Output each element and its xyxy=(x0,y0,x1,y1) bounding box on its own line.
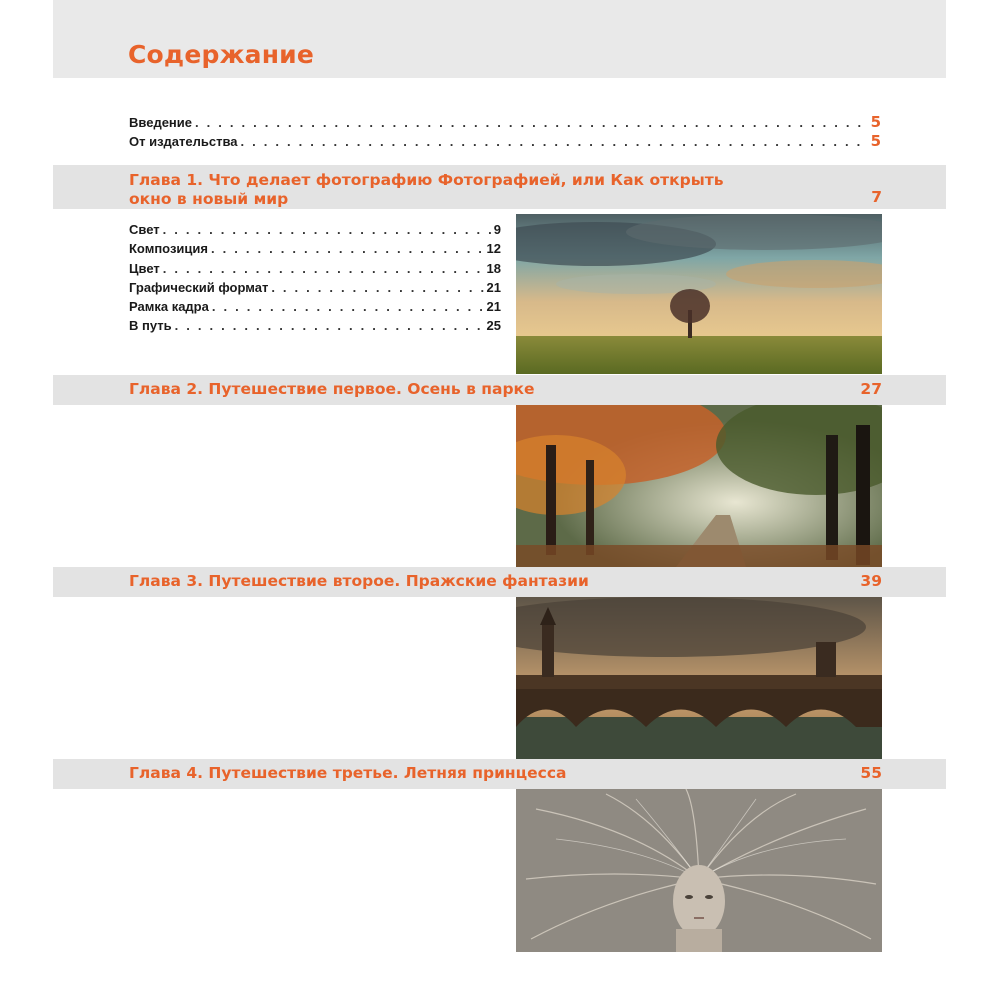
leader-dots xyxy=(175,318,484,333)
toc-entry-page: 5 xyxy=(870,113,881,131)
chapter-1-photo-tree xyxy=(516,214,882,374)
leader-dots xyxy=(212,299,484,314)
toc-section-label: Свет xyxy=(129,222,160,237)
toc-section-color[interactable] xyxy=(129,261,501,276)
toc-entry-publisher[interactable] xyxy=(129,132,881,150)
leader-dots xyxy=(241,134,868,149)
toc-entry-intro[interactable] xyxy=(129,113,881,131)
toc-section-label: Цвет xyxy=(129,261,160,276)
toc-section-composition[interactable] xyxy=(129,241,501,256)
leader-dots xyxy=(195,115,868,130)
toc-section-label: Композиция xyxy=(129,241,208,256)
chapter-4-title: Глава 4. Путешествие третье. Летняя принцесса xyxy=(129,764,567,782)
toc-section-page: 9 xyxy=(493,222,501,237)
toc-section-page: 21 xyxy=(486,299,501,314)
toc-section-light[interactable] xyxy=(129,222,501,237)
page-title: Содержание xyxy=(128,40,315,69)
leader-dots xyxy=(211,241,484,256)
chapter-3-photo-prague-bridge xyxy=(516,597,882,760)
chapter-3-bar[interactable] xyxy=(53,567,946,597)
toc-section-label: Рамка кадра xyxy=(129,299,209,314)
toc-entry-label: От издательства xyxy=(129,134,238,149)
toc-section-label: В путь xyxy=(129,318,172,333)
chapter-4-bar[interactable] xyxy=(53,759,946,789)
chapter-1-bar[interactable] xyxy=(53,165,946,209)
leader-dots xyxy=(163,261,484,276)
chapter-2-page: 27 xyxy=(860,380,882,398)
leader-dots xyxy=(271,280,483,295)
chapter-4-photo-summer-princess xyxy=(516,789,882,952)
chapter-1-title: Глава 1. Что делает фотографию Фотографией, или Как открыть окно в новый мир xyxy=(129,171,724,208)
chapter-3-title: Глава 3. Путешествие второе. Пражские фантазии xyxy=(129,572,589,590)
toc-section-page: 18 xyxy=(486,261,501,276)
toc-section-page: 25 xyxy=(486,318,501,333)
toc-section-frame[interactable] xyxy=(129,299,501,314)
toc-section-graphic-format[interactable] xyxy=(129,280,501,295)
chapter-2-title: Глава 2. Путешествие первое. Осень в парке xyxy=(129,380,535,398)
toc-entry-page: 5 xyxy=(870,132,881,150)
chapter-4-page: 55 xyxy=(860,764,882,782)
toc-section-page: 12 xyxy=(486,241,501,256)
chapter-1-page: 7 xyxy=(871,188,882,206)
chapter-2-photo-autumn-park xyxy=(516,405,882,567)
toc-section-page: 21 xyxy=(486,280,501,295)
leader-dots xyxy=(163,222,491,237)
chapter-3-page: 39 xyxy=(860,572,882,590)
toc-entry-label: Введение xyxy=(129,115,192,130)
toc-section-on-the-way[interactable] xyxy=(129,318,501,333)
toc-section-label: Графический формат xyxy=(129,280,269,295)
chapter-2-bar[interactable] xyxy=(53,375,946,405)
